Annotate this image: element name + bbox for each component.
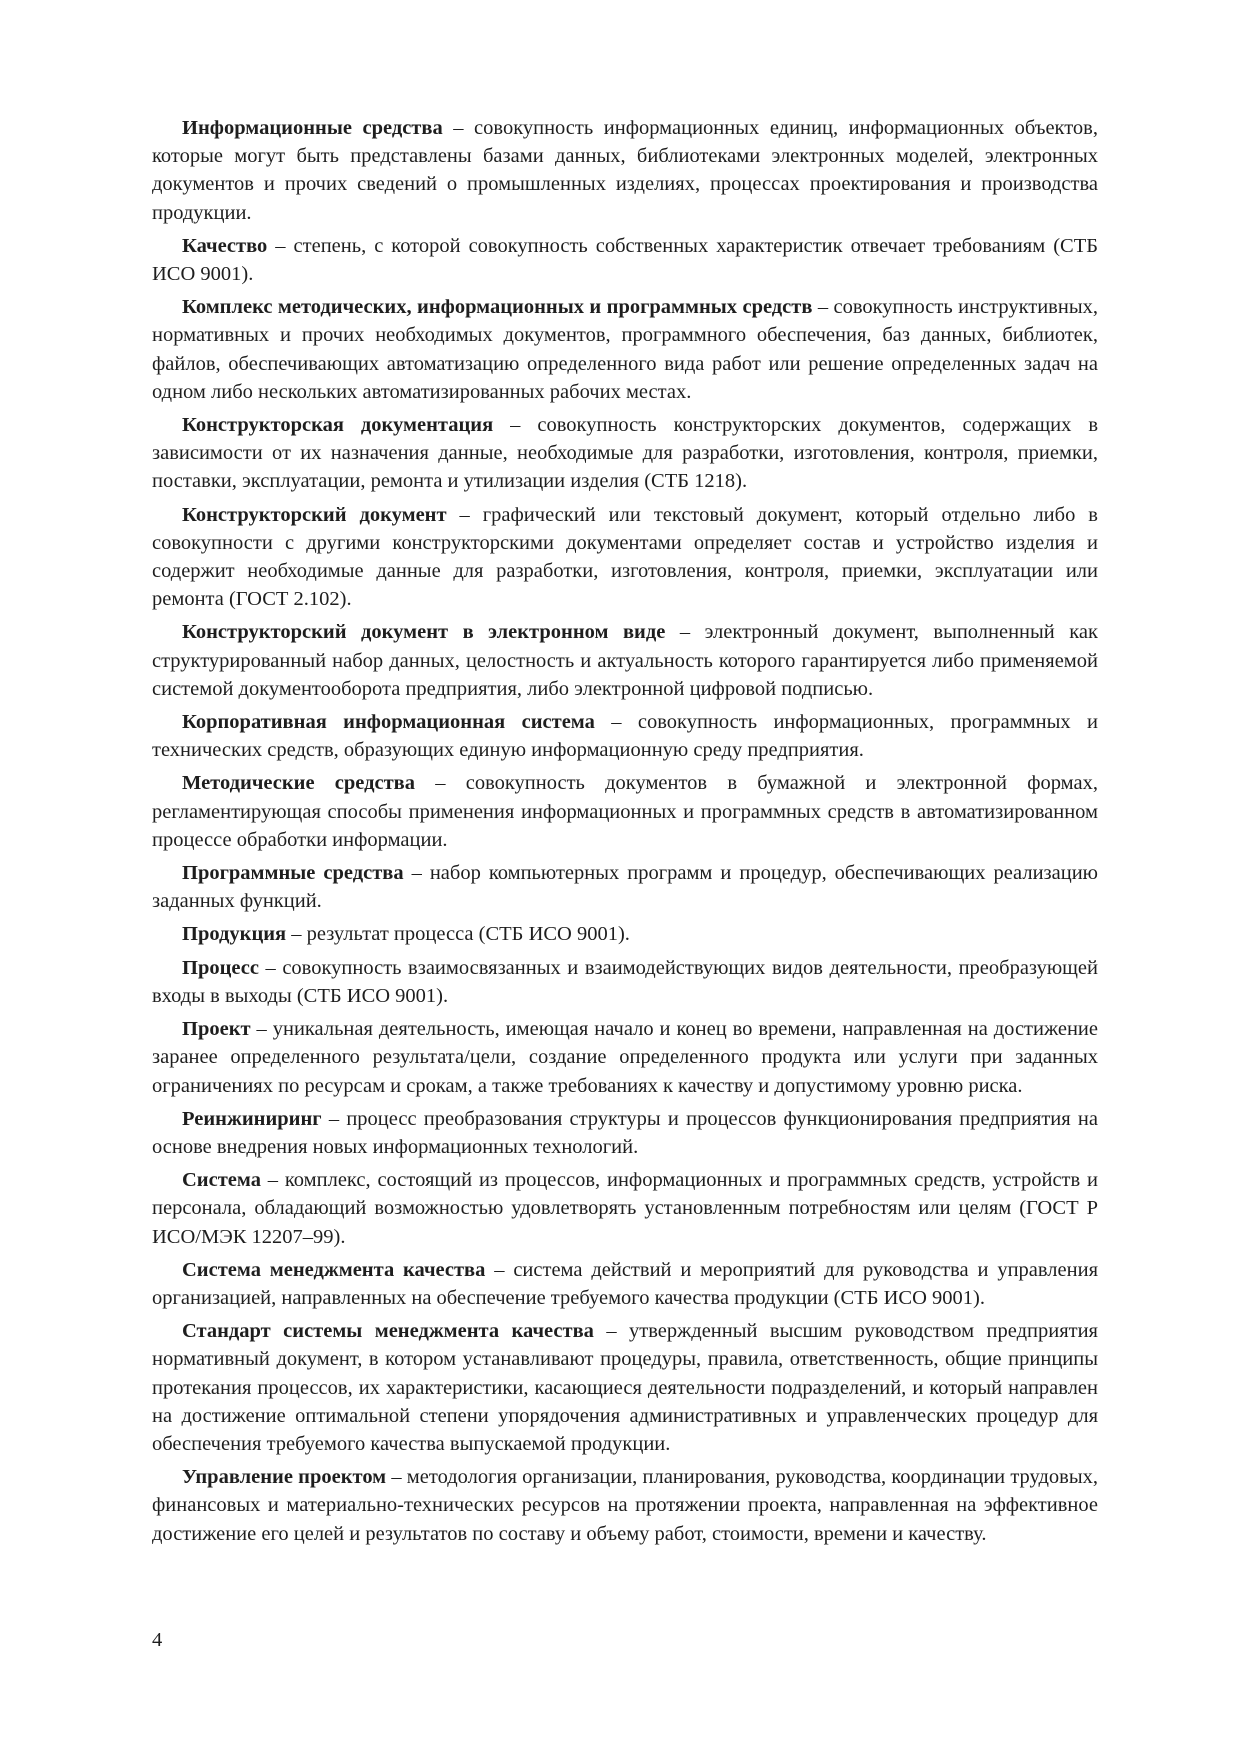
glossary-definition: – комплекс, состоящий из процессов, информационных и программных средств, устройств и персонала, обладающий возможностью удовлетворять установленным потребностям или целям (ГОСТ Р ИСО/МЭК 12207–99). bbox=[152, 1169, 1098, 1248]
glossary-term: Проект bbox=[182, 1018, 251, 1041]
glossary-entry bbox=[152, 411, 1098, 496]
glossary-term: Корпоративная информационная система bbox=[182, 711, 595, 734]
glossary-definition: – совокупность документов в бумажной и электронной формах, регламентирующая способы применения информационных и программных средств в автоматизированном процессе обработки информации. bbox=[152, 772, 1098, 851]
glossary-entry bbox=[152, 232, 1098, 288]
glossary-definition: – набор компьютерных программ и процедур, обеспечивающих реализацию заданных функций. bbox=[152, 862, 1098, 913]
glossary-definition: – уникальная деятельность, имеющая начало и конец во времени, направленная на достижение заранее определенного результата/цели, создание определенного продукта или услуги при заданных ограничениях по ресурсам и срокам, а также требованиях к качеству и допустимому уровню риска. bbox=[152, 1018, 1098, 1097]
glossary-entry bbox=[152, 114, 1098, 227]
glossary-definition: – совокупность информационных единиц, информационных объектов, которые могут быть представлены базами данных, библиотеками электронных моделей, электронных документов и прочих сведений о промышленных изделиях, процессах проектирования и производства продукции. bbox=[152, 117, 1098, 224]
glossary-term: Программные средства bbox=[182, 862, 404, 885]
glossary-term: Методические средства bbox=[182, 772, 415, 795]
glossary-term: Управление проектом bbox=[182, 1466, 387, 1489]
glossary-definition: – система действий и мероприятий для руководства и управления организацией, направленных на обеспечение требуемого качества продукции (СТБ ИСО 9001). bbox=[152, 1258, 1098, 1309]
glossary-term: Качество bbox=[182, 234, 268, 257]
glossary-entry bbox=[152, 859, 1098, 915]
glossary-definition: – методология организации, планирования, руководства, координации трудовых, финансовых и материально-технических ресурсов на протяжении проекта, направленная на эффективное достижение его целей и результатов по составу и объему работ, стоимости, времени и качеству. bbox=[152, 1466, 1098, 1545]
glossary-entry bbox=[152, 501, 1098, 614]
glossary-term: Информационные средства bbox=[182, 117, 443, 139]
glossary-entry bbox=[152, 618, 1098, 703]
glossary-definition: – процесс преобразования структуры и процессов функционирования предприятия на основе внедрения новых информационных технологий. bbox=[152, 1107, 1098, 1158]
glossary-term: Конструкторский документ bbox=[182, 503, 447, 526]
glossary-entry bbox=[152, 1166, 1098, 1251]
glossary-term: Реинжиниринг bbox=[182, 1107, 322, 1130]
glossary-term: Комплекс методических, информационных и программных средств bbox=[182, 296, 813, 319]
glossary-definition: – результат процесса (СТБ ИСО 9001). bbox=[286, 923, 630, 946]
glossary-definition: – совокупность инструктивных, нормативных и прочих необходимых документов, программного обеспечения, баз данных, библиотек, файлов, обеспечивающих автоматизацию определенного вида работ или решение определенных задач на одном либо нескольких автоматизированных рабочих местах. bbox=[152, 296, 1098, 403]
glossary-definition: – совокупность взаимосвязанных и взаимодействующих видов деятельности, преобразующей входы в выходы (СТБ ИСО 9001). bbox=[152, 956, 1098, 1007]
glossary-entry bbox=[152, 1105, 1098, 1161]
glossary-definition: – утвержденный высшим руководством предприятия нормативный документ, в котором устанавливают процедуры, правила, ответственность, общие принципы протекания процессов, их характеристики, касающиеся деятельности подразделений, и который направлен на достижение оптимальной степени упорядочения административных и управленческих процедур для обеспечения требуемого качества выпускаемой продукции. bbox=[152, 1320, 1098, 1455]
glossary-entry bbox=[152, 1256, 1098, 1312]
glossary-term: Стандарт системы менеджмента качества bbox=[182, 1320, 594, 1343]
glossary-term: Продукция bbox=[182, 923, 287, 946]
glossary-entry bbox=[152, 920, 1098, 948]
glossary-entry bbox=[152, 1463, 1098, 1548]
glossary-text bbox=[152, 114, 1098, 1553]
glossary-entry bbox=[152, 1015, 1098, 1100]
glossary-term: Конструкторская документация bbox=[182, 414, 494, 437]
glossary-term: Конструкторский документ в электронном виде bbox=[182, 621, 666, 644]
glossary-entry bbox=[152, 769, 1098, 854]
page-number: 4 bbox=[152, 1629, 163, 1651]
glossary-entry bbox=[152, 708, 1098, 764]
glossary-definition: – графический или текстовый документ, который отдельно либо в совокупности с другими конструкторскими документами определяет состав и устройство изделия и содержит необходимые данные для разработки, изготовления, контроля, приемки, эксплуатации или ремонта (ГОСТ 2.102). bbox=[152, 503, 1098, 611]
glossary-term: Процесс bbox=[182, 956, 259, 979]
glossary-entry bbox=[152, 293, 1098, 406]
glossary-definition: – совокупность информационных, программных и технических средств, образующих единую информационную среду предприятия. bbox=[152, 711, 1098, 762]
glossary-definition: – степень, с которой совокупность собственных характеристик отвечает требованиям (СТБ ИСО 9001). bbox=[152, 234, 1098, 286]
glossary-entry bbox=[152, 954, 1098, 1010]
glossary-definition: – совокупность конструкторских документов, содержащих в зависимости от их назначения данные, необходимые для разработки, изготовления, контроля, приемки, поставки, эксплуатации, ремонта и утилизации изделия (СТБ 1218). bbox=[152, 414, 1098, 493]
glossary-definition: – электронный документ, выполненный как структурированный набор данных, целостность и актуальность которого гарантируется либо применяемой системой документооборота предприятия, либо электронной цифровой подписью. bbox=[152, 621, 1098, 700]
glossary-entry bbox=[152, 1317, 1098, 1458]
glossary-term: Система bbox=[182, 1169, 261, 1192]
glossary-term: Система менеджмента качества bbox=[182, 1258, 486, 1281]
